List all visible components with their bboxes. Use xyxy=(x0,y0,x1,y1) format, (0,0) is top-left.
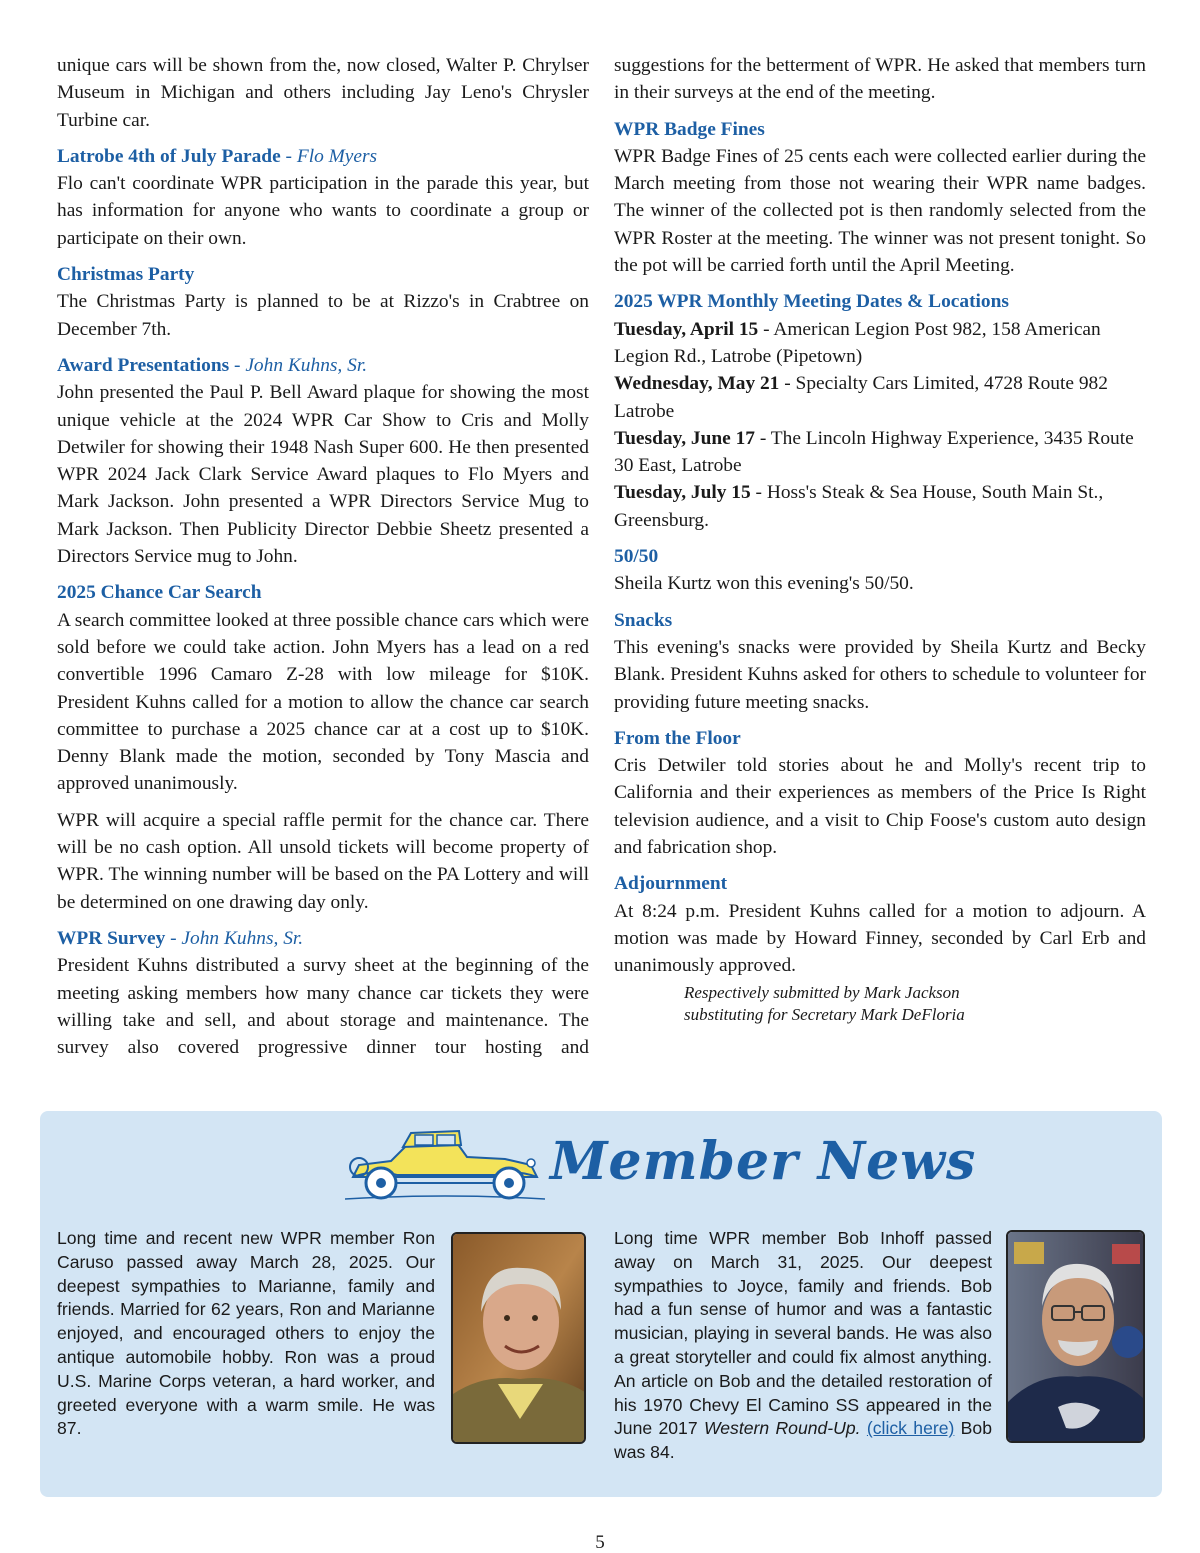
section-text: At 8:24 p.m. President Kuhns called for a motion to adjourn. A motion was made by Howard Finney, seconded by Carl Erb and unanimously approved. xyxy=(614,900,1146,977)
section-text: John presented the Paul P. Bell Award plaque for showing the most unique vehicle at the 2024 WPR Car Show to Cris and Molly Detwiler for showing their 1948 Nash Super 600. He then presented WPR 2024 Jack Clark Service Award plaques to Flo Myers and Mark Jackson. John presented a WPR Directors Service Mug to Mark Jackson. Then Publicity Director Debbie Sheetz presented a Directors Service mug to John. xyxy=(57,382,589,568)
section-chance-car xyxy=(57,579,589,916)
section-heading: 2025 WPR Monthly Meeting Dates & Locations xyxy=(614,291,1009,313)
meeting-date: Tuesday, April 15 xyxy=(614,318,759,340)
publication-name: Western Round-Up. xyxy=(703,1418,861,1439)
member-news-header xyxy=(345,1123,977,1218)
meeting-item xyxy=(614,316,1146,371)
right-column xyxy=(614,52,1146,1026)
meeting-date: Wednesday, May 21 xyxy=(614,373,780,395)
section-text: WPR Badge Fines of 25 cents each were collected earlier during the March meeting from those not wearing their WPR name badges. The winner of the collected pot is then randomly selected from the WPR Roster at the meeting. The winner was not present tonight. So the pot will be carried forth until the April Meeting. xyxy=(614,145,1146,277)
ron-caruso-photo xyxy=(451,1232,586,1444)
signature-line: Respectively submitted by Mark Jackson xyxy=(684,982,960,1002)
byline: - Flo Myers xyxy=(280,145,378,167)
section-heading: From the Floor xyxy=(614,727,741,749)
heading-text: WPR Survey xyxy=(57,927,166,949)
section-text: A search committee looked at three possible chance cars which were sold before we could take action. John Myers has a lead on a red convertible 1996 Camaro Z-28 with low mileage for $10K. President Kuhns called for a motion to allow the chance car search committee to purchase a 2025 chance car at a cost up to $10K. Denny Blank made the motion, seconded by Tony Mascia and approved unanimously. xyxy=(57,609,589,795)
section-text: The Christmas Party is planned to be at Rizzo's in Crabtree on December 7th. xyxy=(57,291,589,340)
section-heading xyxy=(57,352,589,379)
section-heading xyxy=(57,143,589,170)
section-christmas xyxy=(57,261,589,343)
signature-line: substituting for Secretary Mark DeFloria xyxy=(684,1004,965,1024)
meeting-detail: - Hoss's Steak & Sea House, South Main St., Greensburg. xyxy=(614,482,1104,531)
intro-paragraph: unique cars will be shown from the, now closed, Walter P. Chrylser Museum in Michigan and others including Jay Leno's Chrysler Turbine car. xyxy=(57,55,589,131)
section-adjournment xyxy=(614,870,1146,979)
section-heading: WPR Badge Fines xyxy=(614,118,765,140)
section-heading: Snacks xyxy=(614,609,673,631)
portrait-image xyxy=(1008,1232,1145,1443)
click-here-link[interactable]: (click here) xyxy=(866,1418,955,1439)
heading-text: Latrobe 4th of July Parade xyxy=(57,145,281,167)
bob-text: Long time WPR member Bob Inhoff passed away on March 31, 2025. Our deepest sympathies to Joyce, family and friends. Bob had a fun sense of humor and was a fantastic musician, playing in several bands. He was also a great storyteller and could fix almost anything. An article on Bob and the detailed restoration of his 1970 Chevy El Camino SS appeared in the June 2017 xyxy=(614,1228,992,1439)
meeting-item xyxy=(614,479,1146,534)
section-heading xyxy=(57,925,589,952)
vintage-car-illustration xyxy=(345,1123,545,1203)
byline: - John Kuhns, Sr. xyxy=(229,354,368,376)
section-text: Flo can't coordinate WPR participation in the parade this year, but has information for anyone who wants to coordinate a group or participate on their own. xyxy=(57,173,589,249)
meeting-date: Tuesday, July 15 xyxy=(614,482,751,504)
meeting-date: Tuesday, June 17 xyxy=(614,427,755,449)
survey-continued: suggestions for the betterment of WPR. He asked that members turn in their surveys at the end of the meeting. xyxy=(614,55,1146,104)
member-news-title: Member News xyxy=(550,1131,977,1192)
portrait-image xyxy=(453,1234,586,1444)
meeting-item xyxy=(614,425,1146,480)
section-heading: Adjournment xyxy=(614,873,728,895)
meeting-detail: - Specialty Cars Limited, 4728 Route 982 Latrobe xyxy=(614,373,1108,422)
section-floor xyxy=(614,725,1146,861)
section-heading: 50/50 xyxy=(614,546,659,568)
meeting-item xyxy=(614,370,1146,425)
section-text: President Kuhns distributed a survy sheet at the beginning of the meeting asking members how many chance car tickets they were willing take and sell, and about storage and maintenance. The survey also covered progressive dinner tour hosting and xyxy=(57,955,589,1059)
section-snacks xyxy=(614,607,1146,716)
bob-inhoff-photo xyxy=(1006,1230,1145,1443)
page-number: 5 xyxy=(595,1532,605,1553)
section-text: Cris Detwiler told stories about he and Molly's recent trip to California and their experiences as members of the Price Is Right television audience, and a visit to Chip Foose's custom auto design and fabrication shop. xyxy=(614,755,1146,859)
bob-age-text: Bob was 84. xyxy=(614,1418,992,1463)
section-heading: Christmas Party xyxy=(57,264,195,286)
section-text: This evening's snacks were provided by Sheila Kurtz and Becky Blank. President Kuhns asked for others to schedule to volunteer for providing future meeting snacks. xyxy=(614,636,1146,713)
signature xyxy=(684,982,1146,1026)
section-text-2: WPR will acquire a special raffle permit for the chance car. There will be no cash option. All unsold tickets will become property of WPR. The winning number will be based on the PA Lottery and will be determined on one drawing day only. xyxy=(57,809,589,913)
member-news-box xyxy=(40,1111,1162,1497)
byline: - John Kuhns, Sr. xyxy=(165,927,304,949)
section-heading: 2025 Chance Car Search xyxy=(57,582,262,604)
left-column xyxy=(57,52,589,1070)
section-award xyxy=(57,352,589,570)
section-meeting-dates xyxy=(614,288,1146,534)
section-badge-fines xyxy=(614,116,1146,280)
section-parade xyxy=(57,143,589,252)
heading-text: Award Presentations xyxy=(57,354,230,376)
section-fifty-fifty xyxy=(614,543,1146,598)
bob-inhoff-text xyxy=(614,1227,992,1465)
meeting-detail: - American Legion Post 982, 158 American Legion Rd., Latrobe (Pipetown) xyxy=(614,318,1101,367)
ron-caruso-text: Long time and recent new WPR member Ron Caruso passed away March 28, 2025. Our deepest sympathies to Marianne, family and friends. Married for 62 years, Ron and Marianne enjoyed, and encouraged others to enjoy the antique automobile hobby. Ron was a proud U.S. Marine Corps veteran, a hard worker, and greeted everyone with a warm smile. He was 87. xyxy=(57,1228,435,1439)
meeting-detail: - The Lincoln Highway Experience, 3435 Route 30 East, Latrobe xyxy=(614,427,1134,477)
section-survey xyxy=(57,925,589,1061)
section-text: Sheila Kurtz won this evening's 50/50. xyxy=(614,573,914,595)
